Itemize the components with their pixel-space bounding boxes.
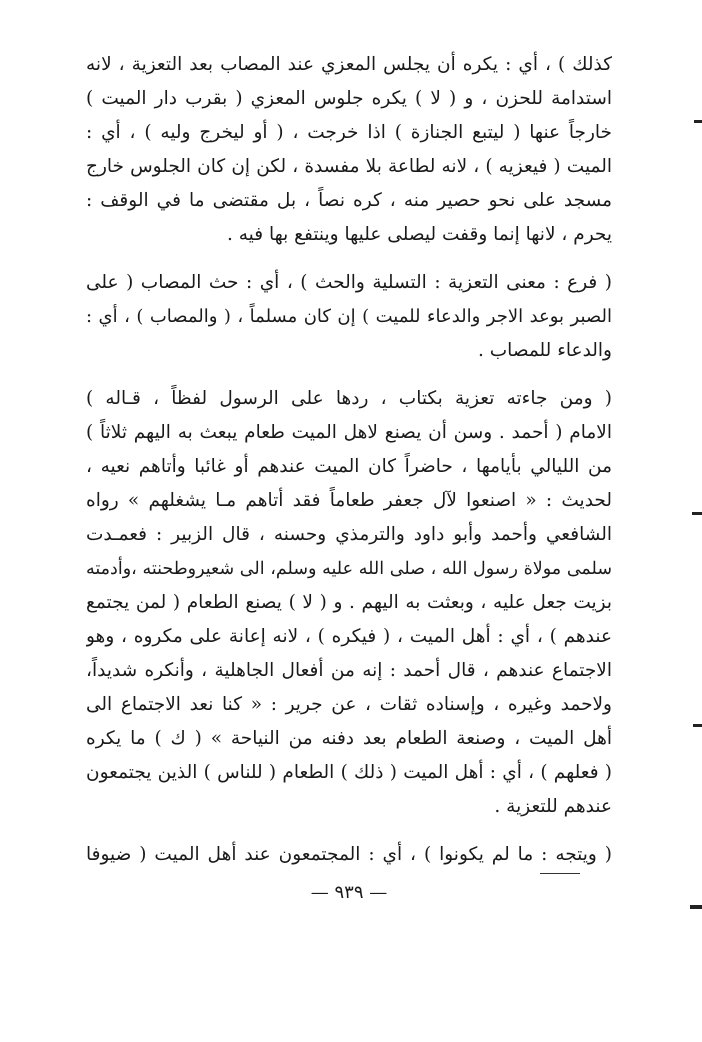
text-line: أهل الميت ، وصنعة الطعام بعد دفنه من النياحة » ( ك ) ما يكره [86,728,612,749]
text-line: ( فعلهم ) ، أي : أهل الميت ( ذلك ) الطعام ( للناس ) الذين يجتمعون [86,762,612,783]
paragraph-4 [86,838,612,872]
scan-edge-mark [693,724,702,727]
text-line: يحرم ، لانها إنما وقفت ليصلى عليها وينتفع بها فيه . [226,224,612,245]
page-number: — ٩٣٩ — [310,882,388,903]
text-line: استدامة للحزن ، و ( لا ) يكره جلوس المعزي ( بقرب دار الميت ) [86,88,612,109]
text-line: الميت ( فيعزيه ) ، لانه لطاعة بلا مفسدة ، لكن إن كان الجلوس خارج [86,156,612,177]
text-line: ( ويتجه : ما لم يكونوا ) ، أي : المجتمعون عند أهل الميت ( ضيوفا [86,844,612,865]
overline-mark [540,873,580,874]
text-line: خارجاً عنها ( ليتبع الجنازة ) اذا خرجت ، ( أو ليخرج وليه ) ، أي : [86,122,612,143]
paragraph-2 [86,266,612,368]
text-line: عندهم ) ، أي : أهل الميت ، ( فيكره ) ، لانه إعانة على مكروه ، وهو [86,626,612,647]
scan-edge-mark [692,512,702,515]
book-page [86,48,612,1028]
text-line: الاجتماع عندهم ، قال أحمد : إنه من أفعال الجاهلية ، وأنكره شديداً، [86,660,612,681]
text-line: سلمى مولاة رسول الله ، صلى الله عليه وسلم، الى شعيروطحنته ،وأدمته [86,559,612,579]
paragraph-spacer [86,252,612,266]
paragraph-1 [86,48,612,252]
text-line: من الليالي بأيامها ، حاضراً كان الميت عندهم أو غائبا وأتاهم نعيه ، [86,456,612,477]
text-line: الشافعي وأحمد وأبو داود والترمذي وحسنه ، قال الزبير : فعمـدت [86,524,612,545]
text-line: بزيت جعل عليه ، وبعثت به اليهم . و ( لا ) يصنع الطعام ( لمن يجتمع [86,592,612,613]
text-line: مسجد على نحو حصير منه ، كره نصاً ، بل مقتضى ما في الوقف : [86,190,612,211]
paragraph-spacer [86,368,612,382]
text-line: الصبر بوعد الاجر والدعاء للميت ) إن كان مسلماً ، ( والمصاب ) ، أي : [86,306,612,327]
paragraph-3 [86,382,612,824]
text-line: كذلك ) ، أي : يكره أن يجلس المعزي عند المصاب بعد التعزية ، لانه [86,54,612,75]
scan-edge-mark [694,120,702,123]
text-line: ( ومن جاءته تعزية بكتاب ، ردها على الرسول لفظاً ، قـاله ) [86,388,612,409]
text-line: ( فرع : معنى التعزية : التسلية والحث ) ، أي : حث المصاب ( على [86,272,612,293]
text-line: لحديث : « اصنعوا لآل جعفر طعاماً فقد أتاهم مـا يشغلهم » رواه [86,490,612,511]
text-line: والدعاء للمصاب . [478,340,612,361]
text-line: ولاحمد وغيره ، وإسناده ثقات ، عن جرير : « كنا نعد الاجتماع الى [86,694,612,715]
text-line: عندهم للتعزية . [494,796,612,817]
scan-edge-mark [690,905,702,909]
paragraph-spacer [86,824,612,838]
text-line: الامام ( أحمد . وسن أن يصنع لاهل الميت طعام يبعث به اليهم ثلاثاً ) [86,422,612,443]
